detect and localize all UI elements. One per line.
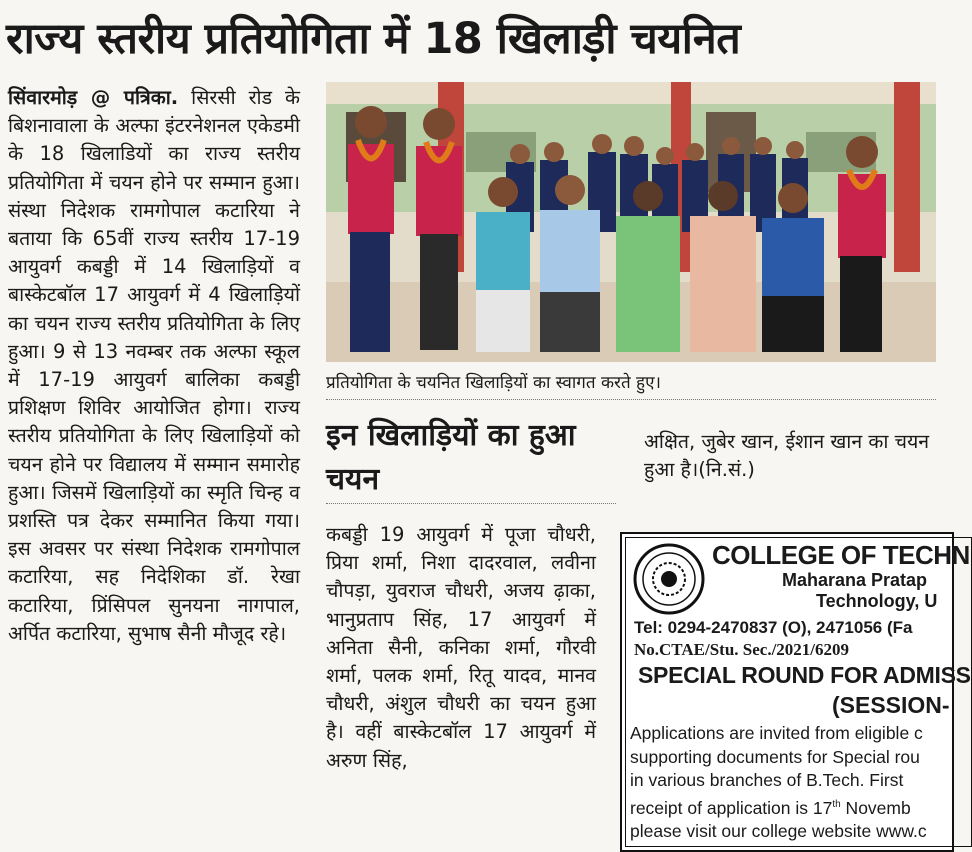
ad-body-text xyxy=(630,722,927,843)
photo-caption: प्रतियोगिता के चयनित खिलाड़ियों का स्वागत करते हुए। xyxy=(326,373,661,393)
ad-body-fragment: receipt of application is 17 xyxy=(630,797,833,818)
article-mid-text: कबड्डी 19 आयुवर्ग में पूजा चौधरी, प्रिया शर्मा, निशा दादरवाल, लवीना चौपड़ा, युवराज चौधरी, अजय ढ़ाका, भानुप्रताप सिंह, 17 आयुवर्ग में अनिता सैनी, कनिका शर्मा, गौरवी शर्मा, पलक शर्मा, रितू यादव, मानव चौधरी, अंशुल चौधरी का चयन हुआ है। वहीं बास्केटबॉल 17 आयुवर्ग में अरुण सिंह, xyxy=(326,523,596,772)
article-left-column xyxy=(8,84,300,648)
college-advertisement xyxy=(620,532,971,852)
college-seal-icon xyxy=(632,542,706,616)
article-left-text: सिरसी रोड के बिशनावाला के अल्फा इंटरनेशनल एकेडमी के 18 खिलाडियों का राज्य स्तरीय प्रतियोगिता में चयन होने पर सम्मान हुआ। संस्था निदेशक रामगोपाल कटारिया ने बताया कि 65वीं राज्य स्तरीय 17-19 आयुवर्ग कबड्डी में 14 खिलाड़ियों व बास्केटबॉल 17 आयुवर्ग में 4 खिलाड़ियों का चयन राज्य स्तरीय प्रतियोगिता के लिए हुआ। 9 से 13 नवम्बर तक अल्फा स्कूल में 17-19 आयुवर्ग बालिका कबड्डी प्रशिक्षण शिविर आयोजित होगा। राज्य स्तरीय प्रतियोगिता के लिए खिलाड़ियों को चयन होने पर विद्यालय में सम्मान समारोह हुआ। जिसमें खिलाड़ियों का स्मृति चिन्ह व प्रशस्ति पत्र देकर सम्मानित किया गया। इस अवसर पर संस्था निदेशक रामगोपाल कटारिया, सह निदेशिका डॉ. रेखा कटारिया, प्रिंसिपल सुनयना नागपाल, अर्पित कटारिया, सुभाष सैनी मौजूद रहे। xyxy=(8,86,300,645)
ad-body-line: please visit our college website www.c xyxy=(630,820,927,841)
ad-technology-line: Technology, U xyxy=(816,591,938,611)
dateline: सिंवारमोड़ @ पत्रिका. xyxy=(8,86,179,109)
ad-session-label: (SESSION- xyxy=(832,692,950,718)
ad-reference-number: No.CTAE/Stu. Sec./2021/6209 xyxy=(634,640,850,659)
headline: राज्य स्तरीय प्रतियोगिता में 18 खिलाड़ी चयनित xyxy=(6,14,741,64)
team-photo xyxy=(326,82,936,362)
ad-body-line: supporting documents for Special rou xyxy=(630,746,920,767)
subheading-divider xyxy=(326,503,616,504)
ad-university-line: Maharana Pratap xyxy=(782,570,928,590)
ad-body-line: in various branches of B.Tech. First xyxy=(630,770,904,790)
ad-body-line xyxy=(630,793,927,820)
caption-divider xyxy=(326,399,936,400)
ad-body-fragment: Novemb xyxy=(840,797,911,818)
ad-special-round-heading: SPECIAL ROUND FOR ADMISS xyxy=(638,662,971,688)
team-photo-illustration xyxy=(326,82,936,362)
ad-superscript: th xyxy=(832,798,841,810)
ad-body-line: Applications are invited from eligible c xyxy=(630,723,923,743)
subheading: इन खिलाड़ियों का हुआ चयन xyxy=(326,418,576,497)
ad-title: COLLEGE OF TECHN xyxy=(712,540,970,570)
ad-telephone: Tel: 0294-2470837 (O), 2471056 (Fa xyxy=(634,618,913,637)
article-right-text: अक्षित, जुबेर खान, ईशान खान का चयन हुआ है।(नि.सं.) xyxy=(644,430,930,482)
